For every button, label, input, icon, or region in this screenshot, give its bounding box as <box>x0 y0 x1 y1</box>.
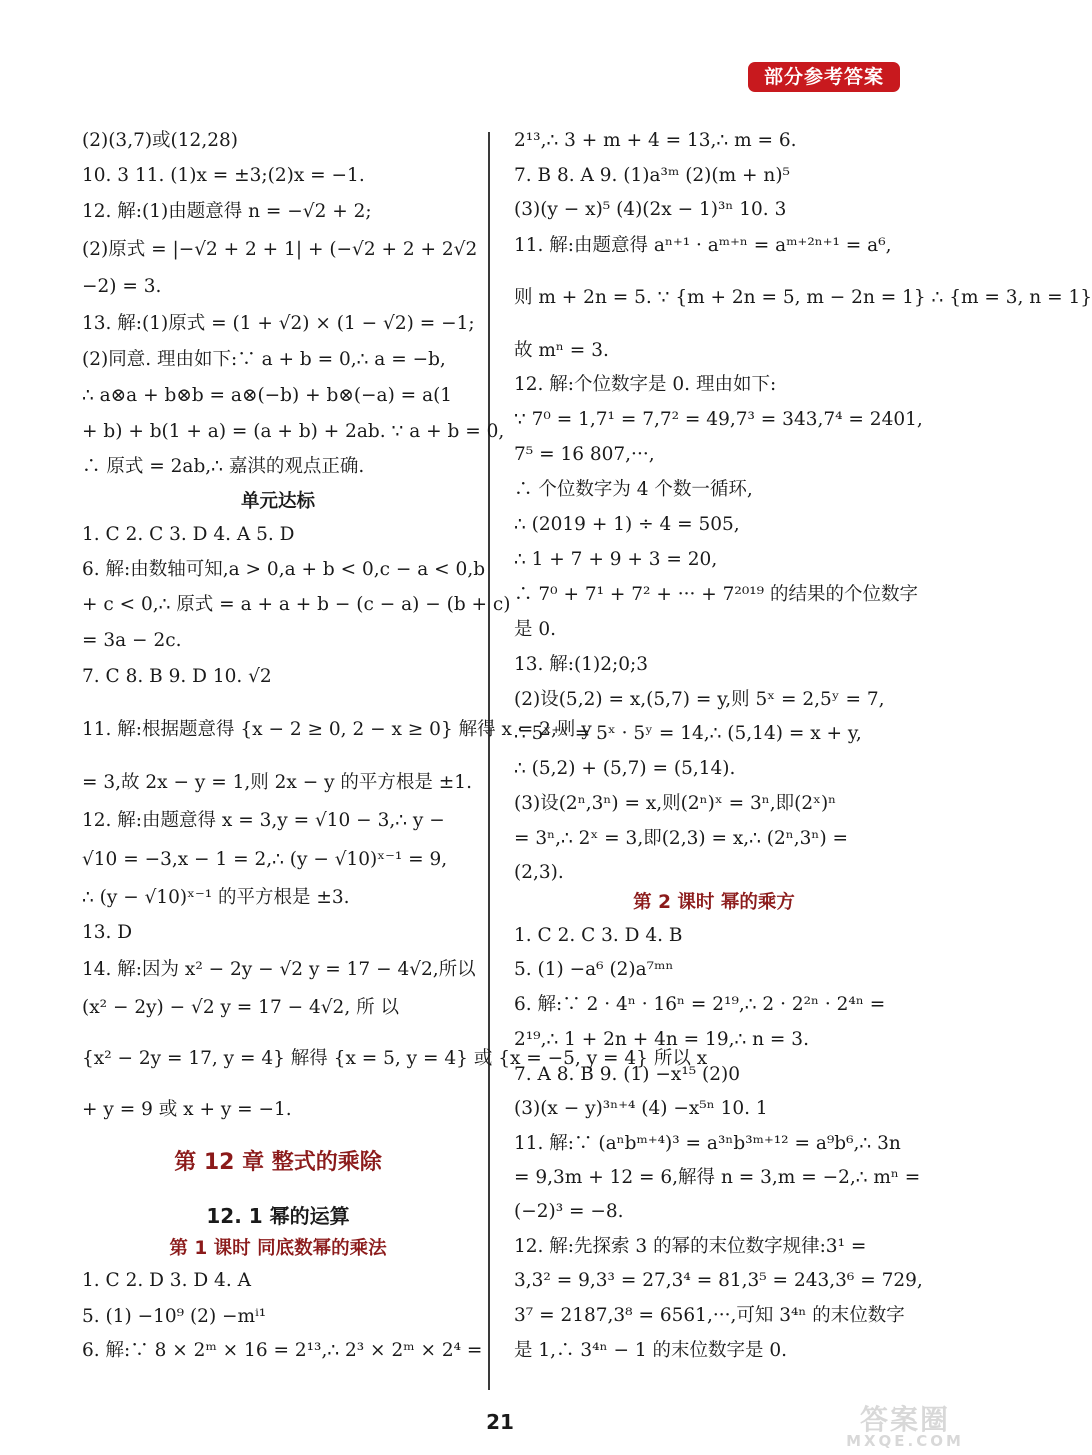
answer-line: (3)(y − x)⁵ (4)(2x − 1)³ⁿ 10. 3 <box>514 199 787 220</box>
answer-line: (2)同意. 理由如下:∵ a + b = 0,∴ a = −b, <box>82 349 446 370</box>
answer-line: = 3ⁿ,∴ 2ˣ = 3,即(2,3) = x,∴ (2ⁿ,3ⁿ) = <box>514 828 849 849</box>
answer-line: 10. 3 11. (1)x = ±3;(2)x = −1. <box>82 165 365 186</box>
answer-line: 3,3² = 9,3³ = 27,3⁴ = 81,3⁵ = 243,3⁶ = 729, <box>514 1270 923 1291</box>
answer-line: −2) = 3. <box>82 276 162 297</box>
column-divider <box>488 132 490 1390</box>
section-title: 12. 1 幂的运算 <box>206 1204 350 1228</box>
answer-line: √10 = −3,x − 1 = 2,∴ (y − √10)ˣ⁻¹ = 9, <box>82 849 448 870</box>
answer-line: 12. 解:个位数字是 0. 理由如下: <box>514 374 777 395</box>
answer-line: 7⁵ = 16 807,···, <box>514 444 655 465</box>
answer-line: 6. 解:由数轴可知,a > 0,a + b < 0,c − a < 0,b <box>82 559 486 580</box>
lesson-title: 第 2 课时 幂的乘方 <box>633 892 795 913</box>
answer-line: 13. 解:(1)2;0;3 <box>514 654 649 675</box>
answer-line: (2)原式 = |−√2 + 2 + 1| + (−√2 + 2 + 2√2 <box>82 239 478 260</box>
answer-line: 1. C 2. C 3. D 4. A 5. D <box>82 524 295 545</box>
answer-line: 6. 解:∵ 2 · 4ⁿ · 16ⁿ = 2¹⁹,∴ 2 · 2²ⁿ · 2⁴ⁿ = <box>514 994 886 1015</box>
watermark-url: MXQE.COM <box>846 1432 964 1450</box>
answer-line: ∴ 原式 = 2ab,∴ 嘉淇的观点正确. <box>82 456 365 477</box>
answer-line: 11. 解:由题意得 aⁿ⁺¹ · aᵐ⁺ⁿ = aᵐ⁺²ⁿ⁺¹ = a⁶, <box>514 235 892 256</box>
answer-line: 14. 解:因为 x² − 2y − √2 y = 17 − 4√2,所以 <box>82 959 476 980</box>
answer-line: ∴ (y − √10)ˣ⁻¹ 的平方根是 ±3. <box>82 887 350 908</box>
answer-line: (3)设(2ⁿ,3ⁿ) = x,则(2ⁿ)ˣ = 3ⁿ,即(2ˣ)ⁿ <box>514 793 837 814</box>
answer-line: 1. C 2. C 3. D 4. B <box>514 925 683 946</box>
answer-line: 7. A 8. B 9. (1) −x¹⁵ (2)0 <box>514 1064 741 1085</box>
answer-line: 11. 解:根据题意得 {x − 2 ≥ 0, 2 − x ≥ 0} 解得 x = 2,则 y <box>82 719 592 740</box>
answer-line: 3⁷ = 2187,3⁸ = 6561,···,可知 3⁴ⁿ 的末位数字 <box>514 1305 905 1326</box>
answer-line: + c < 0,∴ 原式 = a + a + b − (c − a) − (b + c) <box>82 594 511 615</box>
answer-line: = 3,故 2x − y = 1,则 2x − y 的平方根是 ±1. <box>82 772 472 793</box>
answer-line: ∴ 5ˣ⁺ʸ = 5ˣ · 5ʸ = 14,∴ (5,14) = x + y, <box>514 723 862 744</box>
lesson-title: 第 1 课时 同底数幂的乘法 <box>169 1238 387 1259</box>
answer-line: 6. 解:∵ 8 × 2ᵐ × 16 = 2¹³,∴ 2³ × 2ᵐ × 2⁴ = <box>82 1340 483 1361</box>
answer-line: 2¹⁹,∴ 1 + 2n + 4n = 19,∴ n = 3. <box>514 1029 809 1050</box>
answer-line: 是 1,∴ 3⁴ⁿ − 1 的末位数字是 0. <box>514 1340 788 1361</box>
answer-line: (x² − 2y) − √2 y = 17 − 4√2, 所 以 <box>82 997 399 1018</box>
answer-line: {x² − 2y = 17, y = 4} 解得 {x = 5, y = 4} 或 {x = −5, y = 4} 所以 x <box>82 1048 708 1069</box>
answer-line: ∴ 1 + 7 + 9 + 3 = 20, <box>514 549 718 570</box>
answer-line: (3)(x − y)³ⁿ⁺⁴ (4) −x⁵ⁿ 10. 1 <box>514 1098 768 1119</box>
answer-line: = 3a − 2c. <box>82 630 182 651</box>
answer-line: = 9,3m + 12 = 6,解得 n = 3,m = −2,∴ mⁿ = <box>514 1167 921 1188</box>
answer-line: 12. 解:(1)由题意得 n = −√2 + 2; <box>82 201 372 222</box>
answer-line: 5. (1) −a⁶ (2)a⁷ᵐⁿ <box>514 959 674 980</box>
answer-line: (2,3). <box>514 862 564 883</box>
answer-line: 1. C 2. D 3. D 4. A <box>82 1270 251 1291</box>
answer-line: ∴ 个位数字为 4 个数一循环, <box>514 479 753 500</box>
answer-line: 12. 解:先探索 3 的幂的末位数字规律:3¹ = <box>514 1236 867 1257</box>
answer-line: ∴ 7⁰ + 7¹ + 7² + ··· + 7²⁰¹⁹ 的结果的个位数字 <box>514 584 918 605</box>
answer-line: ∴ a⊗a + b⊗b = a⊗(−b) + b⊗(−a) = a(1 <box>82 385 453 406</box>
section-badge: 部分参考答案 <box>748 62 900 92</box>
answer-line: 13. 解:(1)原式 = (1 + √2) × (1 − √2) = −1; <box>82 313 475 334</box>
answer-line: 7. C 8. B 9. D 10. √2 <box>82 666 272 687</box>
answer-line: ∴ (5,2) + (5,7) = (5,14). <box>514 758 736 779</box>
answer-line: 故 mⁿ = 3. <box>514 340 609 361</box>
answer-line: 7. B 8. A 9. (1)a³ᵐ (2)(m + n)⁵ <box>514 165 790 186</box>
answer-line: ∴ (2019 + 1) ÷ 4 = 505, <box>514 514 740 535</box>
section-heading: 单元达标 <box>240 491 315 512</box>
answer-line: 5. (1) −10⁹ (2) −mⁱ¹ <box>82 1306 267 1327</box>
answer-line: + b) + b(1 + a) = (a + b) + 2ab. ∵ a + b = 0, <box>82 421 505 442</box>
chapter-title: 第 12 章 整式的乘除 <box>174 1150 382 1175</box>
answer-line: ∵ 7⁰ = 1,7¹ = 7,7² = 49,7³ = 343,7⁴ = 2401, <box>514 409 923 430</box>
answer-line: 13. D <box>82 922 133 943</box>
answer-line: (2)(3,7)或(12,28) <box>82 130 238 151</box>
answer-line: 是 0. <box>514 619 557 640</box>
answer-line: 2¹³,∴ 3 + m + 4 = 13,∴ m = 6. <box>514 130 797 151</box>
page-number: 21 <box>486 1410 514 1434</box>
answer-line: 11. 解:∵ (aⁿbᵐ⁺⁴)³ = a³ⁿb³ᵐ⁺¹² = a⁹b⁶,∴ 3n <box>514 1133 901 1154</box>
watermark-logo <box>820 1398 990 1450</box>
answer-line: (2)设(5,2) = x,(5,7) = y,则 5ˣ = 2,5ʸ = 7, <box>514 689 885 710</box>
watermark-text: 答案圈 <box>859 1403 950 1436</box>
answer-line: 则 m + 2n = 5. ∵ {m + 2n = 5, m − 2n = 1} ∴ {m = 3, n = 1} <box>514 287 1092 308</box>
answer-line: (−2)³ = −8. <box>514 1201 624 1222</box>
answer-line: + y = 9 或 x + y = −1. <box>82 1099 292 1120</box>
answer-line: 12. 解:由题意得 x = 3,y = √10 − 3,∴ y − <box>82 810 445 831</box>
